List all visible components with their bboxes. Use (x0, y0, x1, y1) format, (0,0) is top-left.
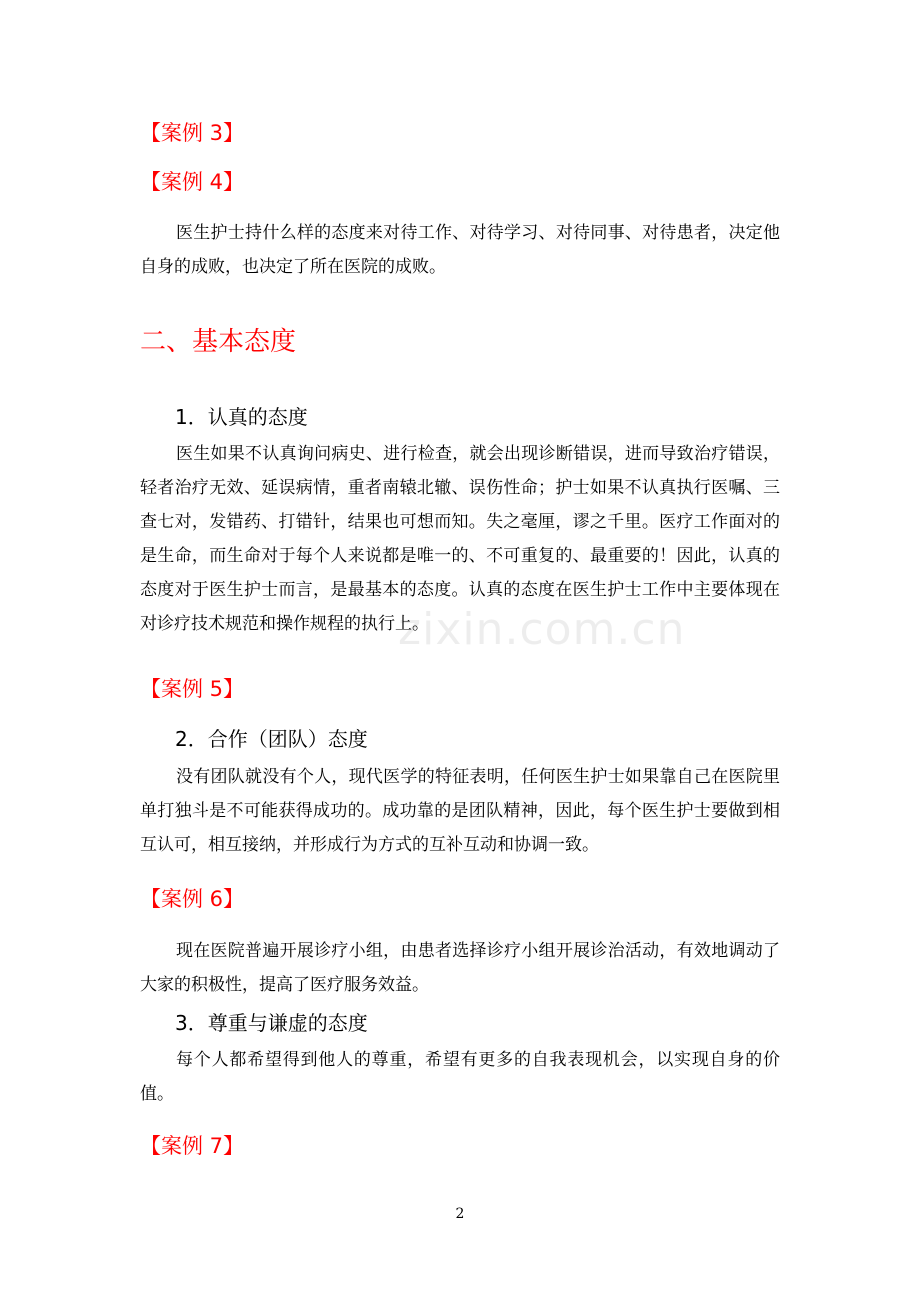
subheading-respect-attitude: 3．尊重与谦虚的态度 (175, 1011, 368, 1035)
case-heading-4: 【案例 4】 (140, 170, 245, 194)
case-heading-7: 【案例 7】 (140, 1134, 245, 1158)
page-number: 2 (455, 1206, 465, 1222)
paragraph-team-attitude: 没有团队就没有个人，现代医学的特征表明，任何医生护士如果靠自己在医院里单打独斗是不可能获得成功的。成功靠的是团队精神，因此，每个医生护士要做到相互认可，相互接纳，并形成行为方式的互补互动和协调一致。 (140, 767, 780, 855)
subheading-serious-attitude: 1．认真的态度 (175, 405, 308, 429)
case-heading-5: 【案例 5】 (140, 677, 245, 701)
subheading-team-attitude: 2．合作（团队）态度 (175, 727, 368, 751)
case-heading-3: 【案例 3】 (140, 121, 245, 145)
paragraph-case-6: 现在医院普遍开展诊疗小组，由患者选择诊疗小组开展诊治活动，有效地调动了大家的积极性，提高了医疗服务效益。 (140, 941, 780, 995)
paragraph-serious-attitude: 医生如果不认真询问病史、进行检查，就会出现诊断错误，进而导致治疗错误，轻者治疗无效、延误病情，重者南辕北辙、误伤性命；护士如果不认真执行医嘱、三查七对，发错药、打错针，结果也可想而知。失之毫厘，谬之千里。医疗工作面对的是生命，而生命对于每个人来说都是唯一的、不可重复的、最重要的！因此，认真的态度对于医生护士而言，是最基本的态度。认真的态度在医生护士工作中主要体现在对诊疗技术规范和操作规程的执行上。 (140, 444, 780, 634)
paragraph-attitude-intro: 医生护士持什么样的态度来对待工作、对待学习、对待同事、对待患者，决定他自身的成败，也决定了所在医院的成败。 (140, 223, 780, 277)
case-heading-6: 【案例 6】 (140, 887, 245, 911)
paragraph-respect-attitude: 每个人都希望得到他人的尊重，希望有更多的自我表现机会，以实现自身的价值。 (140, 1050, 780, 1104)
watermark: zixin.com.cn (398, 604, 686, 655)
section-heading-basic-attitude: 二、基本态度 (140, 327, 297, 357)
